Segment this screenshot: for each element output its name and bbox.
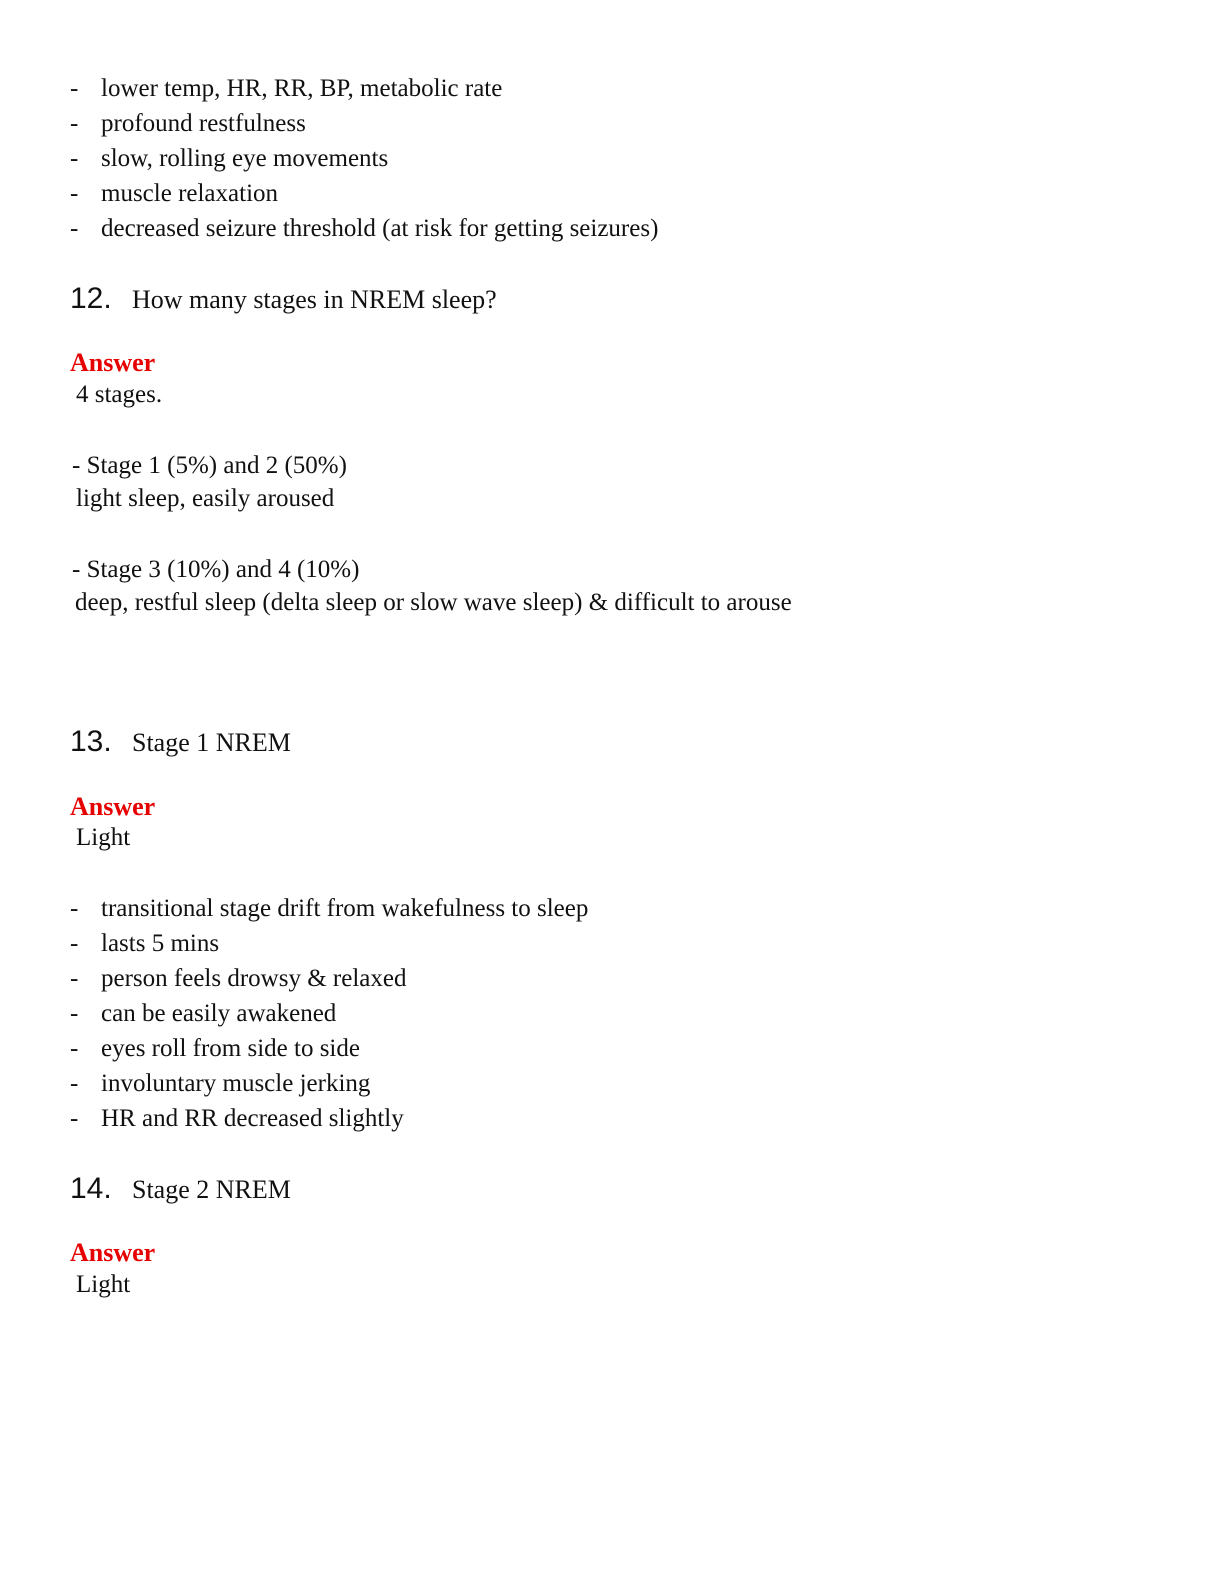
list-item-text: lasts 5 mins	[101, 930, 220, 957]
bullet-dash: -	[70, 145, 79, 172]
bullet-dash: -	[70, 1105, 79, 1132]
answer-lead: Light	[76, 1271, 131, 1298]
question-number: 13.	[70, 725, 112, 758]
question-text: Stage 1 NREM	[132, 728, 291, 757]
list-item-text: profound restfulness	[101, 110, 306, 137]
list-item-text: lower temp, HR, RR, BP, metabolic rate	[101, 75, 503, 102]
list-item-text: eyes roll from side to side	[101, 1035, 360, 1062]
question-number: 14.	[70, 1172, 112, 1205]
bullet-dash: -	[70, 180, 79, 207]
answer-text: light sleep, easily aroused	[76, 485, 335, 512]
list-item-text: can be easily awakened	[101, 1000, 337, 1027]
bullet-dash: -	[70, 1070, 79, 1097]
answer-subheading: - Stage 1 (5%) and 2 (50%)	[72, 452, 347, 479]
answer-text: deep, restful sleep (delta sleep or slow wave sleep) & difficult to arouse	[75, 589, 792, 616]
list-item-text: decreased seizure threshold (at risk for getting seizures)	[101, 215, 659, 242]
list-item-text: transitional stage drift from wakefulness to sleep	[101, 895, 589, 922]
bullet-dash: -	[70, 1035, 79, 1062]
list-item-text: involuntary muscle jerking	[101, 1070, 371, 1097]
list-item-text: person feels drowsy & relaxed	[101, 965, 407, 992]
answer-label: Answer	[70, 1238, 156, 1267]
bullet-dash: -	[70, 75, 79, 102]
question-text: Stage 2 NREM	[132, 1175, 291, 1204]
answer-lead: Light	[76, 824, 131, 851]
answer-lead: 4 stages.	[76, 381, 163, 408]
bullet-dash: -	[70, 1000, 79, 1027]
bullet-dash: -	[70, 215, 79, 242]
list-item-text: HR and RR decreased slightly	[101, 1105, 404, 1132]
answer-label: Answer	[70, 792, 156, 821]
question-number: 12.	[70, 282, 112, 315]
bullet-dash: -	[70, 110, 79, 137]
answer-label: Answer	[70, 348, 156, 377]
bullet-dash: -	[70, 965, 79, 992]
bullet-dash: -	[70, 895, 79, 922]
question-text: How many stages in NREM sleep?	[132, 285, 497, 314]
answer-subheading: - Stage 3 (10%) and 4 (10%)	[72, 556, 360, 583]
list-item-text: slow, rolling eye movements	[101, 145, 389, 172]
list-item-text: muscle relaxation	[101, 180, 279, 207]
bullet-dash: -	[70, 930, 79, 957]
